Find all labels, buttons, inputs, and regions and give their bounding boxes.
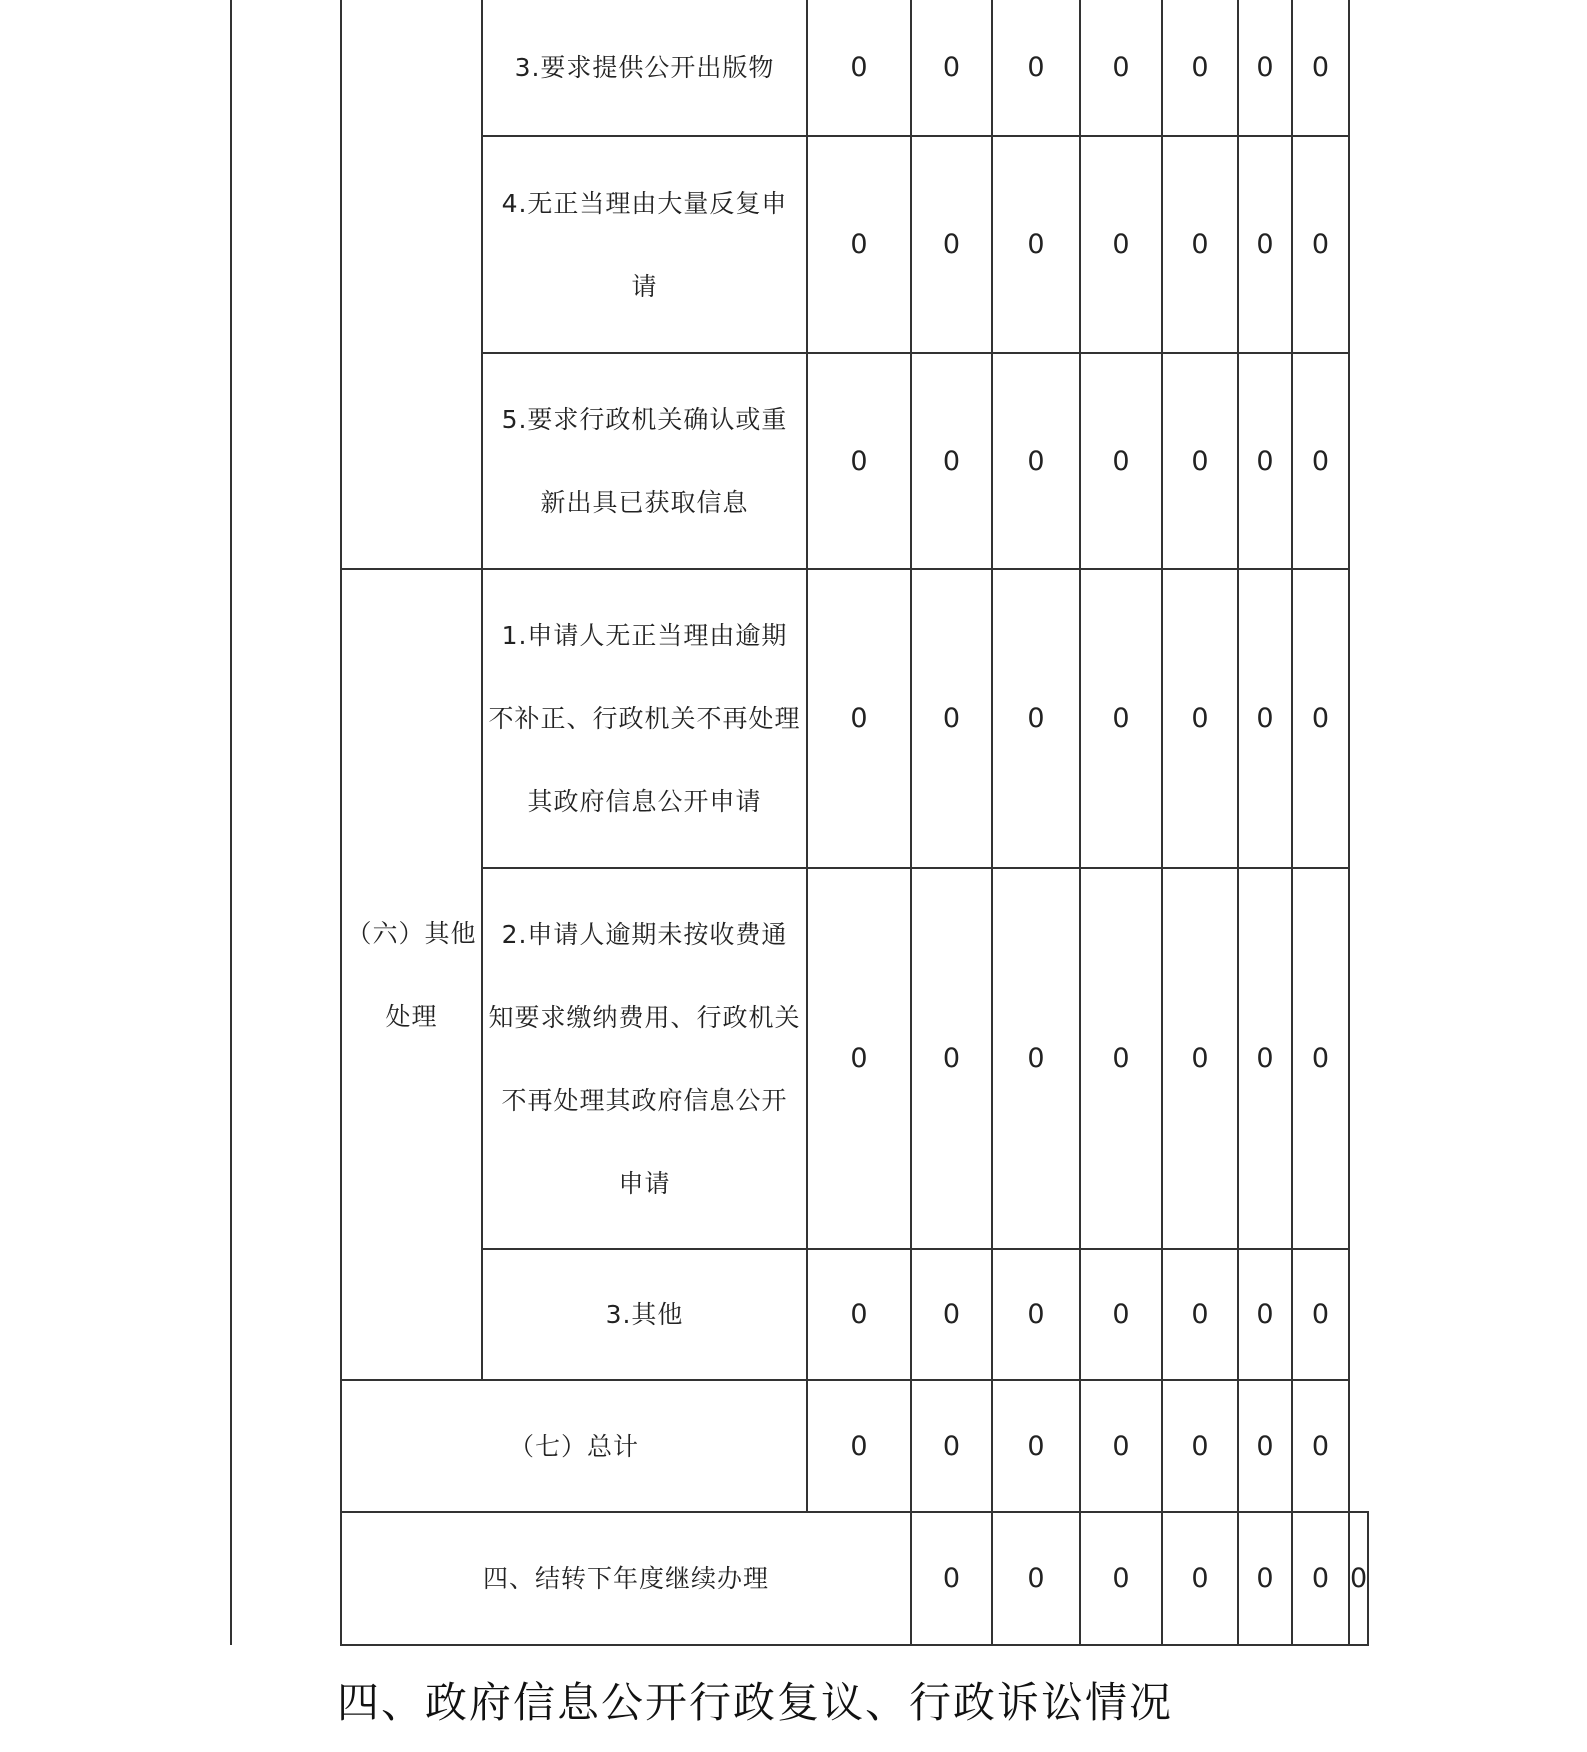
group-five-row-4-value-1: 0 bbox=[807, 136, 911, 353]
group-five-row-5-value-6: 0 bbox=[1238, 353, 1292, 569]
carry-over-label: 四、结转下年度继续办理 bbox=[341, 1512, 911, 1645]
group-six-row-2-value-2: 0 bbox=[911, 868, 992, 1249]
group-six-row-3-value-6: 0 bbox=[1238, 1249, 1292, 1380]
group-five-row-5-value-2: 0 bbox=[911, 353, 992, 569]
group-five-row-3-value-1: 0 bbox=[807, 0, 911, 136]
group-five-row-3-value-5: 0 bbox=[1162, 0, 1238, 136]
group-six-row-2-value-4: 0 bbox=[1080, 868, 1162, 1249]
group-five-row-5-value-3: 0 bbox=[992, 353, 1080, 569]
group-six-row-2-value-5: 0 bbox=[1162, 868, 1238, 1249]
group-six-row-1-value-4: 0 bbox=[1080, 569, 1162, 868]
total-value-4: 0 bbox=[1080, 1380, 1162, 1512]
group-five-row-4-value-2: 0 bbox=[911, 136, 992, 353]
group-five-row-4-value-4: 0 bbox=[1080, 136, 1162, 353]
table-row bbox=[231, 0, 1368, 136]
total-value-6: 0 bbox=[1238, 1380, 1292, 1512]
total-value-2: 0 bbox=[911, 1380, 992, 1512]
statistics-table bbox=[230, 0, 1369, 1646]
carry-over-row bbox=[231, 1512, 1368, 1645]
group-five-category-cell bbox=[341, 0, 482, 569]
total-value-5: 0 bbox=[1162, 1380, 1238, 1512]
group-six-row-1-value-5: 0 bbox=[1162, 569, 1238, 868]
group-six-row-2-value-6: 0 bbox=[1238, 868, 1292, 1249]
group-five-row-4-value-7: 0 bbox=[1292, 136, 1349, 353]
group-six-row-2-value-7: 0 bbox=[1292, 868, 1349, 1249]
group-five-row-3-value-4: 0 bbox=[1080, 0, 1162, 136]
group-six-row-2-label: 2.申请人逾期未按收费通 知要求缴纳费用、行政机关 不再处理其政府信息公开 申请 bbox=[482, 868, 807, 1249]
group-six-row-3-value-1: 0 bbox=[807, 1249, 911, 1380]
total-value-3: 0 bbox=[992, 1380, 1080, 1512]
group-six-row-1-label: 1.申请人无正当理由逾期 不补正、行政机关不再处理 其政府信息公开申请 bbox=[482, 569, 807, 868]
group-five-row-5-value-5: 0 bbox=[1162, 353, 1238, 569]
table-row bbox=[231, 569, 1368, 868]
total-label: （七）总计 bbox=[341, 1380, 807, 1512]
section-heading: 四、政府信息公开行政复议、行政诉讼情况 bbox=[337, 1678, 1174, 1727]
group-five-row-3-value-6: 0 bbox=[1238, 0, 1292, 136]
group-six-row-3-label: 3.其他 bbox=[482, 1249, 807, 1380]
group-six-row-1-value-6: 0 bbox=[1238, 569, 1292, 868]
group-five-row-3-value-2: 0 bbox=[911, 0, 992, 136]
group-six-row-1-value-2: 0 bbox=[911, 569, 992, 868]
group-five-row-4-value-6: 0 bbox=[1238, 136, 1292, 353]
group-five-row-3-value-7: 0 bbox=[1292, 0, 1349, 136]
group-six-row-3-value-5: 0 bbox=[1162, 1249, 1238, 1380]
group-six-row-1-value-1: 0 bbox=[807, 569, 911, 868]
total-value-7: 0 bbox=[1292, 1380, 1349, 1512]
total-row bbox=[231, 1380, 1368, 1512]
group-five-row-4-value-3: 0 bbox=[992, 136, 1080, 353]
carry-over-value-5: 0 bbox=[1238, 1512, 1292, 1645]
carry-over-value-4: 0 bbox=[1162, 1512, 1238, 1645]
group-five-row-4-label: 4.无正当理由大量反复申 请 bbox=[482, 136, 807, 353]
group-six-row-3-value-4: 0 bbox=[1080, 1249, 1162, 1380]
group-five-row-5-value-1: 0 bbox=[807, 353, 911, 569]
group-six-category-label: （六）其他 处理 bbox=[341, 569, 482, 1380]
carry-over-value-6: 0 bbox=[1292, 1512, 1349, 1645]
group-six-row-2-value-1: 0 bbox=[807, 868, 911, 1249]
outer-category-cell bbox=[231, 0, 341, 1645]
group-five-row-3-value-3: 0 bbox=[992, 0, 1080, 136]
carry-over-value-1: 0 bbox=[911, 1512, 992, 1645]
group-five-row-5-value-7: 0 bbox=[1292, 353, 1349, 569]
group-five-row-5-value-4: 0 bbox=[1080, 353, 1162, 569]
total-value-1: 0 bbox=[807, 1380, 911, 1512]
carry-over-value-7: 0 bbox=[1349, 1512, 1368, 1645]
group-six-row-1-value-3: 0 bbox=[992, 569, 1080, 868]
group-six-row-2-value-3: 0 bbox=[992, 868, 1080, 1249]
group-five-row-4-value-5: 0 bbox=[1162, 136, 1238, 353]
group-five-row-5-label: 5.要求行政机关确认或重 新出具已获取信息 bbox=[482, 353, 807, 569]
group-six-row-3-value-3: 0 bbox=[992, 1249, 1080, 1380]
group-five-row-3-label: 3.要求提供公开出版物 bbox=[482, 0, 807, 136]
group-six-row-3-value-7: 0 bbox=[1292, 1249, 1349, 1380]
group-six-row-3-value-2: 0 bbox=[911, 1249, 992, 1380]
carry-over-value-3: 0 bbox=[1080, 1512, 1162, 1645]
group-six-row-1-value-7: 0 bbox=[1292, 569, 1349, 868]
carry-over-value-2: 0 bbox=[992, 1512, 1080, 1645]
